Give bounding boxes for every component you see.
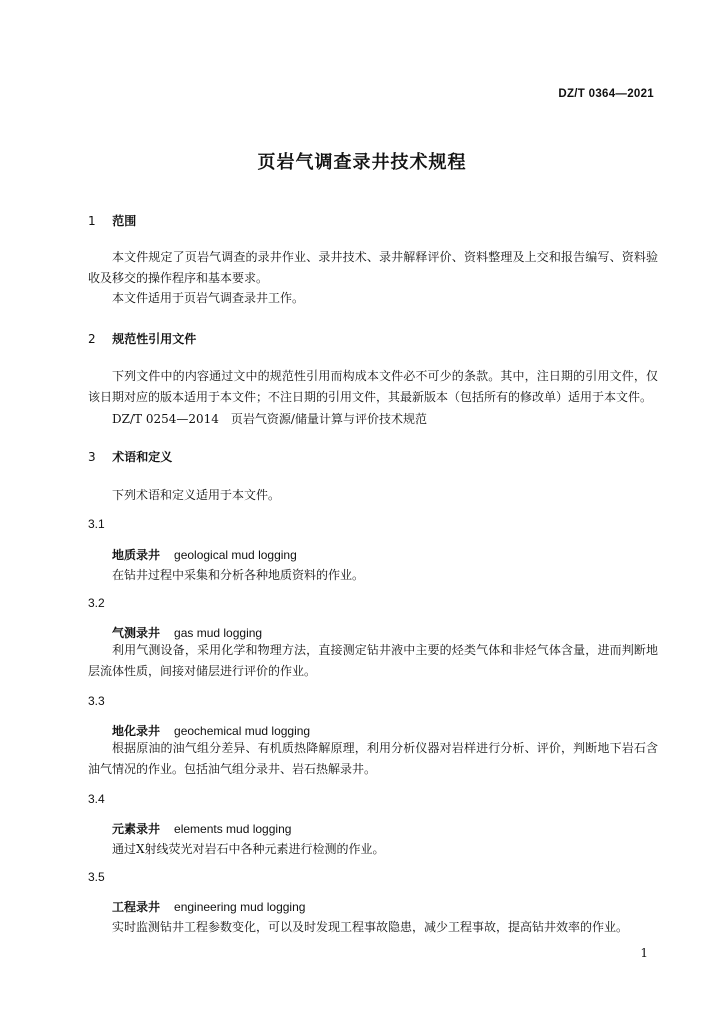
- term-en: engineering mud logging: [174, 900, 306, 914]
- term-number: 3.2: [88, 596, 105, 610]
- section-number: 3: [88, 450, 96, 464]
- term-number: 3.1: [88, 517, 105, 531]
- reference-item: DZ/T 0254—2014 页岩气资源/储量计算与评价技术规范: [112, 412, 427, 426]
- term-en: gas mud logging: [174, 626, 263, 640]
- section-title: 规范性引用文件: [112, 332, 197, 346]
- standard-code: DZ/T 0364—2021: [558, 88, 654, 100]
- term-heading: [112, 722, 310, 739]
- term-number: 3.4: [88, 792, 105, 806]
- term-zh: 元素录井: [112, 822, 161, 836]
- document-title: 页岩气调查录井技术规程: [257, 152, 467, 173]
- term-definition: 利用气测设备，采用化学和物理方法，直接测定钻井液中主要的烃类气体和非烃气体含量，进而判断地层流体性质，间接对储层进行评价的作业。: [88, 643, 658, 678]
- term-en: geological mud logging: [174, 548, 297, 562]
- term-heading: [112, 624, 262, 641]
- section-heading-scope: [88, 212, 136, 229]
- references-paragraph: 下列文件中的内容通过文中的规范性引用而构成本文件必不可少的条款。其中，注日期的引用文件，仅该日期对应的版本适用于本文件；不注日期的引用文件，其最新版本（包括所有的修改单）适用于本文件。: [88, 369, 658, 404]
- term-en: elements mud logging: [174, 822, 292, 836]
- term-number: 3.5: [88, 870, 105, 884]
- term-definition: 通过X射线荧光对岩石中各种元素进行检测的作业。: [112, 842, 385, 856]
- section-number: 1: [88, 214, 96, 228]
- section-number: 2: [88, 332, 96, 346]
- scope-paragraph-2: 本文件适用于页岩气调查录井工作。: [112, 291, 305, 305]
- section-title: 术语和定义: [112, 450, 173, 464]
- section-heading-terms: [88, 448, 172, 465]
- page-number: 1: [640, 946, 648, 960]
- scope-paragraph-1: 本文件规定了页岩气调查的录井作业、录井技术、录井解释评价、资料整理及上交和报告编写、资料验收及移交的操作程序和基本要求。: [88, 250, 658, 285]
- term-zh: 地质录井: [112, 548, 161, 562]
- term-zh: 工程录井: [112, 900, 161, 914]
- term-heading: [112, 820, 291, 837]
- section-heading-references: [88, 330, 196, 347]
- term-number: 3.3: [88, 694, 105, 708]
- term-definition: 实时监测钻井工程参数变化，可以及时发现工程事故隐患，减少工程事故，提高钻井效率的作业。: [112, 920, 629, 934]
- term-heading: [112, 546, 297, 563]
- term-en: geochemical mud logging: [174, 724, 311, 738]
- term-zh: 地化录井: [112, 724, 161, 738]
- term-definition: 在钻井过程中采集和分析各种地质资料的作业。: [112, 568, 365, 582]
- section-title: 范围: [112, 214, 137, 228]
- terms-intro: 下列术语和定义适用于本文件。: [112, 488, 281, 502]
- term-heading: [112, 898, 305, 915]
- term-definition: 根据原油的油气组分差异、有机质热降解原理，利用分析仪器对岩样进行分析、评价，判断地下岩石含油气情况的作业。包括油气组分录井、岩石热解录井。: [88, 741, 658, 776]
- term-zh: 气测录井: [112, 626, 161, 640]
